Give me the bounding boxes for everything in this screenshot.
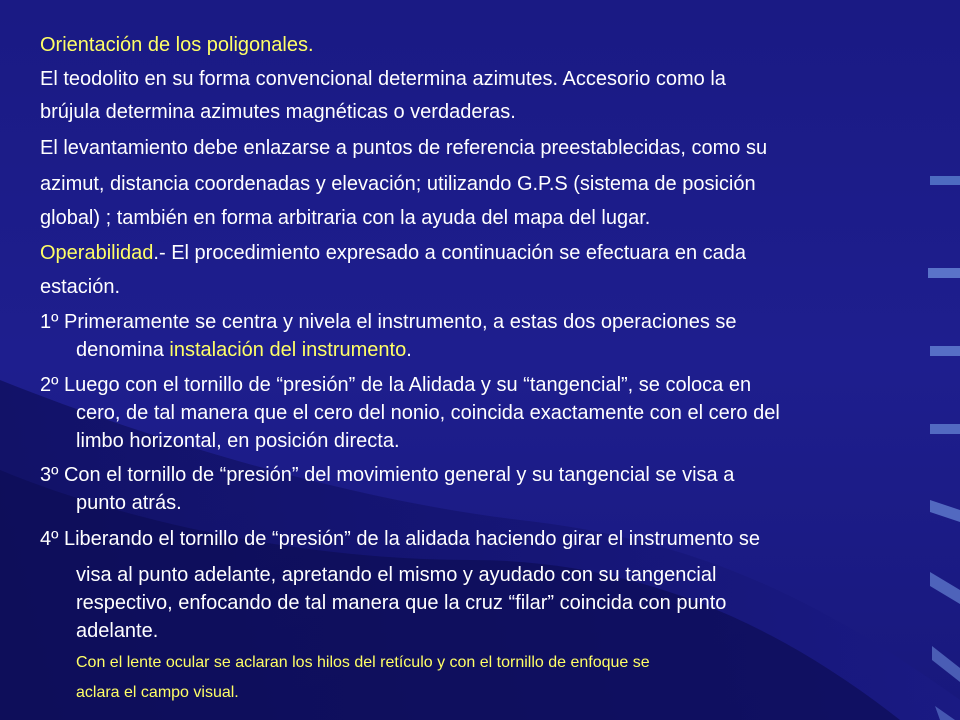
step-1-suffix: . [406,339,412,361]
step-1-prefix: denomina [76,339,170,361]
step-3-line: punto atrás. [76,492,182,514]
paragraph-line: global) ; también en forma arbitraria con la ayuda del mapa del lugar. [40,207,651,229]
step-3-line: 3º Con el tornillo de “presión” del movimiento general y su tangencial se visa a [40,464,735,486]
step-1-line [76,338,412,362]
step-1-highlight: instalación del instrumento [169,339,407,361]
paragraph-line: azimut, distancia coordenadas y elevación; utilizando G.P.S (sistema de posición [40,173,756,195]
step-2-line: limbo horizontal, en posición directa. [76,430,400,452]
paragraph-line: brújula determina azimutes magnéticas o verdaderas. [40,101,516,123]
paragraph-line: El teodolito en su forma convencional determina azimutes. Accesorio como la [40,68,726,90]
step-4-line: visa al punto adelante, apretando el mismo y ayudado con su tangencial [76,564,717,586]
operabilidad-label: Operabilidad [40,242,154,264]
operabilidad-line [40,241,746,265]
paragraph-line: estación. [40,276,121,298]
note-line: aclara el campo visual. [76,684,239,701]
step-4-line: 4º Liberando el tornillo de “presión” de la alidada haciendo girar el instrumento se [40,528,760,550]
paragraph-line: El levantamiento debe enlazarse a puntos de referencia preestablecidas, como su [40,137,768,159]
step-1-line: 1º Primeramente se centra y nivela el instrumento, a estas dos operaciones se [40,311,737,333]
step-4-line: adelante. [76,620,159,642]
operabilidad-text: .- El procedimiento expresado a continuación se efectuara en cada [153,242,747,264]
step-2-line: 2º Luego con el tornillo de “presión” de la Alidada y su “tangencial”, se coloca en [40,374,752,396]
step-2-line: cero, de tal manera que el cero del nonio, coincida exactamente con el cero del [76,402,780,424]
step-4-line: respectivo, enfocando de tal manera que la cruz “filar” coincida con punto [76,592,727,614]
slide-title: Orientación de los poligonales. [40,34,314,56]
note-line: Con el lente ocular se aclaran los hilos del retículo y con el tornillo de enfoque se [76,654,650,671]
